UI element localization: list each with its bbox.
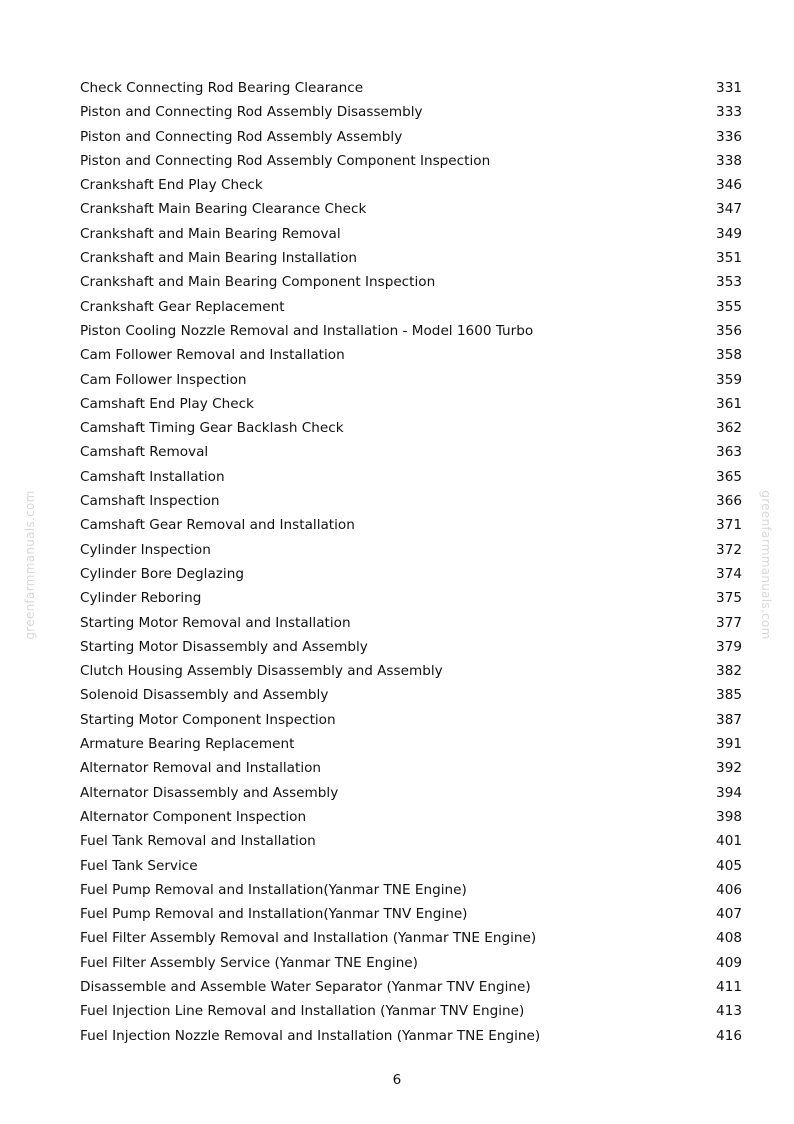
toc-entry-page: 366 <box>716 493 742 510</box>
toc-entry[interactable] <box>80 562 742 586</box>
toc-entry[interactable] <box>80 100 742 124</box>
toc-entry-page: 353 <box>716 274 742 291</box>
toc-entry-title: Piston and Connecting Rod Assembly Component Inspection <box>80 152 491 169</box>
toc-entry-title: Alternator Component Inspection <box>80 808 307 825</box>
toc-entry-page: 408 <box>716 930 742 947</box>
toc-entry-page: 394 <box>716 784 742 801</box>
toc-entry-page: 375 <box>716 590 742 607</box>
toc-entry-page: 336 <box>716 128 742 145</box>
toc-entry-page: 392 <box>716 760 742 777</box>
toc-entry-title: Crankshaft and Main Bearing Component Inspection <box>80 274 436 291</box>
toc-entry[interactable] <box>80 902 742 926</box>
toc-entry-page: 359 <box>716 371 742 388</box>
toc-entry[interactable] <box>80 708 742 732</box>
toc-entry-page: 363 <box>716 444 742 461</box>
toc-entry[interactable] <box>80 659 742 683</box>
toc-entry-page: 371 <box>716 517 742 534</box>
toc-entry-title: Cylinder Bore Deglazing <box>80 565 244 582</box>
watermark-left: greenfarmmanuals.com <box>23 490 37 640</box>
toc-entry-page: 406 <box>716 881 742 898</box>
toc-entry[interactable] <box>80 805 742 829</box>
toc-entry[interactable] <box>80 368 742 392</box>
toc-entry-title: Fuel Pump Removal and Installation(Yanmar TNE Engine) <box>80 881 467 898</box>
toc-entry-page: 365 <box>716 468 742 485</box>
toc-entry-page: 416 <box>716 1027 742 1044</box>
toc-entry-page: 333 <box>716 104 742 121</box>
toc-entry[interactable] <box>80 611 742 635</box>
toc-entry-page: 413 <box>716 1003 742 1020</box>
toc-entry-page: 356 <box>716 322 742 339</box>
toc-entry-page: 372 <box>716 541 742 558</box>
toc-entry-title: Cam Follower Inspection <box>80 371 247 388</box>
toc-entry[interactable] <box>80 270 742 294</box>
toc-entry[interactable] <box>80 829 742 853</box>
toc-entry-title: Starting Motor Component Inspection <box>80 711 336 728</box>
toc-entry-title: Crankshaft Main Bearing Clearance Check <box>80 201 367 218</box>
toc-entry[interactable] <box>80 197 742 221</box>
toc-entry[interactable] <box>80 173 742 197</box>
toc-entry[interactable] <box>80 76 742 100</box>
toc-entry[interactable] <box>80 246 742 270</box>
toc-entry-title: Camshaft Inspection <box>80 493 220 510</box>
toc-entry-title: Armature Bearing Replacement <box>80 736 295 753</box>
toc-entry-page: 361 <box>716 395 742 412</box>
toc-entry-title: Piston and Connecting Rod Assembly Assembly <box>80 128 403 145</box>
toc-entry-page: 346 <box>716 177 742 194</box>
toc-entry[interactable] <box>80 149 742 173</box>
toc-entry[interactable] <box>80 489 742 513</box>
toc-entry-title: Crankshaft Gear Replacement <box>80 298 285 315</box>
toc-entry[interactable] <box>80 319 742 343</box>
toc-entry-title: Fuel Filter Assembly Service (Yanmar TNE Engine) <box>80 954 418 971</box>
toc-entry-title: Disassemble and Assemble Water Separator (Yanmar TNV Engine) <box>80 978 531 995</box>
toc-entry-title: Camshaft Timing Gear Backlash Check <box>80 420 344 437</box>
toc-entry[interactable] <box>80 878 742 902</box>
toc-entry[interactable] <box>80 756 742 780</box>
toc-entry-title: Camshaft End Play Check <box>80 395 254 412</box>
toc-entry-title: Fuel Tank Removal and Installation <box>80 833 316 850</box>
toc-entry[interactable] <box>80 125 742 149</box>
toc-entry-page: 358 <box>716 347 742 364</box>
toc-entry-page: 409 <box>716 954 742 971</box>
page-number: 6 <box>392 1072 402 1088</box>
toc-entry-title: Fuel Injection Line Removal and Installation (Yanmar TNV Engine) <box>80 1003 525 1020</box>
toc-entry-title: Crankshaft End Play Check <box>80 177 263 194</box>
toc-entry[interactable] <box>80 465 742 489</box>
toc-entry[interactable] <box>80 343 742 367</box>
toc-entry-page: 405 <box>716 857 742 874</box>
toc-entry-title: Fuel Tank Service <box>80 857 198 874</box>
toc-entry-title: Cylinder Reboring <box>80 590 202 607</box>
toc-entry-page: 351 <box>716 250 742 267</box>
toc-entry-page: 374 <box>716 565 742 582</box>
toc-entry[interactable] <box>80 975 742 999</box>
toc-entry[interactable] <box>80 951 742 975</box>
toc-entry[interactable] <box>80 586 742 610</box>
toc-entry[interactable] <box>80 781 742 805</box>
toc-entry-title: Alternator Disassembly and Assembly <box>80 784 339 801</box>
toc-entry-page: 362 <box>716 420 742 437</box>
toc-entry-page: 407 <box>716 906 742 923</box>
toc-entry-title: Starting Motor Removal and Installation <box>80 614 351 631</box>
toc-entry-title: Solenoid Disassembly and Assembly <box>80 687 329 704</box>
toc-entry-page: 379 <box>716 638 742 655</box>
toc-entry-page: 349 <box>716 225 742 242</box>
toc-entry[interactable] <box>80 392 742 416</box>
table-of-contents <box>80 76 742 1048</box>
toc-entry-page: 391 <box>716 736 742 753</box>
toc-entry[interactable] <box>80 926 742 950</box>
toc-entry-page: 387 <box>716 711 742 728</box>
toc-entry-page: 385 <box>716 687 742 704</box>
toc-entry[interactable] <box>80 416 742 440</box>
toc-entry[interactable] <box>80 635 742 659</box>
toc-entry-title: Fuel Pump Removal and Installation(Yanmar TNV Engine) <box>80 906 468 923</box>
toc-entry[interactable] <box>80 440 742 464</box>
toc-entry-title: Check Connecting Rod Bearing Clearance <box>80 80 364 96</box>
toc-entry-page: 398 <box>716 808 742 825</box>
toc-entry-page: 331 <box>716 80 742 96</box>
toc-entry-page: 355 <box>716 298 742 315</box>
toc-entry[interactable] <box>80 732 742 756</box>
toc-entry-title: Camshaft Removal <box>80 444 209 461</box>
toc-entry-page: 347 <box>716 201 742 218</box>
toc-entry[interactable] <box>80 513 742 537</box>
toc-entry[interactable] <box>80 295 742 319</box>
toc-entry-title: Cam Follower Removal and Installation <box>80 347 345 364</box>
toc-entry-title: Alternator Removal and Installation <box>80 760 322 777</box>
toc-entry-title: Fuel Filter Assembly Removal and Installation (Yanmar TNE Engine) <box>80 930 537 947</box>
toc-entry-title: Camshaft Installation <box>80 468 225 485</box>
toc-entry-page: 401 <box>716 833 742 850</box>
watermark-right: greenfarmmanuals.com <box>759 490 773 640</box>
toc-entry[interactable] <box>80 854 742 878</box>
toc-entry-title: Starting Motor Disassembly and Assembly <box>80 638 368 655</box>
toc-entry[interactable] <box>80 999 742 1023</box>
toc-entry-title: Fuel Injection Nozzle Removal and Installation (Yanmar TNE Engine) <box>80 1027 541 1044</box>
toc-entry[interactable] <box>80 222 742 246</box>
toc-entry[interactable] <box>80 538 742 562</box>
toc-entry[interactable] <box>80 1024 742 1048</box>
toc-entry-title: Crankshaft and Main Bearing Removal <box>80 225 341 242</box>
toc-entry[interactable] <box>80 683 742 707</box>
toc-entry-page: 382 <box>716 663 742 680</box>
toc-entry-page: 377 <box>716 614 742 631</box>
toc-entry-title: Piston and Connecting Rod Assembly Disassembly <box>80 104 423 121</box>
toc-entry-title: Crankshaft and Main Bearing Installation <box>80 250 358 267</box>
toc-entry-title: Cylinder Inspection <box>80 541 211 558</box>
toc-entry-page: 338 <box>716 152 742 169</box>
toc-entry-title: Clutch Housing Assembly Disassembly and Assembly <box>80 663 443 680</box>
toc-entry-page: 411 <box>716 978 742 995</box>
toc-entry-title: Camshaft Gear Removal and Installation <box>80 517 355 534</box>
toc-entry-title: Piston Cooling Nozzle Removal and Installation - Model 1600 Turbo <box>80 322 534 339</box>
